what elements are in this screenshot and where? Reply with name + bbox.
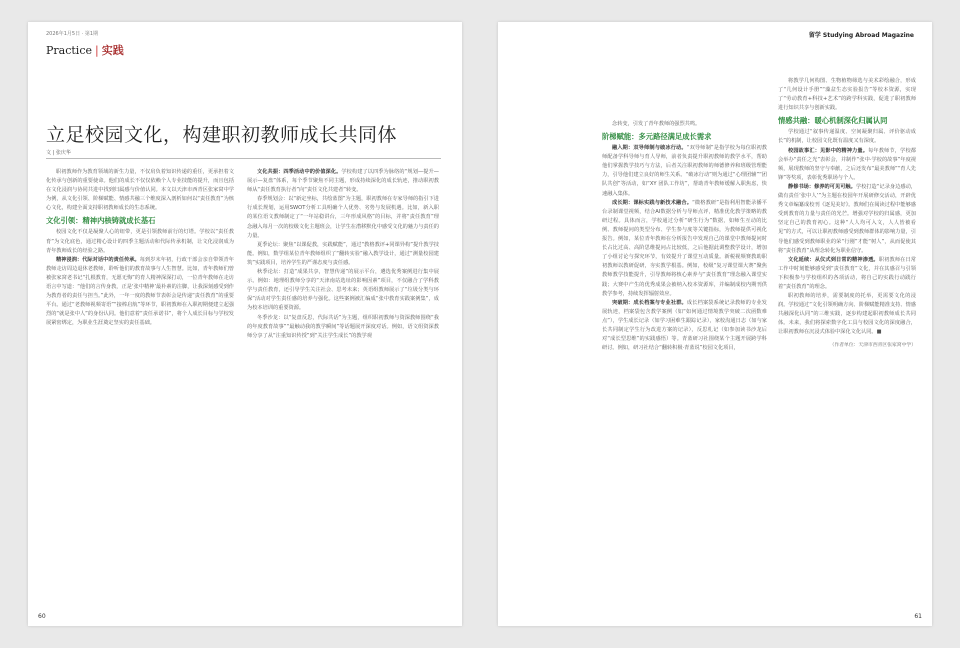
paragraph [778, 183, 916, 256]
paragraph-lead: 精神浸润：代际对话中的责任传承。 [56, 256, 140, 263]
paragraph-text: 学校通过“叙事传递温度、空间凝聚归属、评价驱动成长”的机制，让校园文化既有温度又有深度。 [778, 129, 916, 145]
paragraph-lead: 突破期：成长档案与专业社群。 [612, 299, 687, 306]
paragraph-lead: 校园故事汇：见影中的精神力量。 [788, 147, 869, 154]
paragraph [247, 241, 439, 268]
title-rule [46, 158, 441, 159]
paragraph [46, 256, 234, 329]
paragraph [247, 168, 439, 195]
paragraph [602, 299, 767, 354]
subheading: 情感共融：暖心机制深化归属认同 [778, 116, 888, 126]
paragraph-text: 冬季沙龙：以“复盘反思，代际共话”为主题，组织职初教师与资深教师围绕“我的年度教育故事”“最触动我的教学瞬间”等话题展开深度对话。例如，语文组资深教师分享了从“注重知识传授”到“关注学生成长”的教学观 [247, 314, 439, 339]
paragraph [778, 292, 916, 337]
paragraph-text: 秋季论坛：打造“成果共享，智慧传递”的展示平台，遴选优秀案例进行集中展示。例如：地理组教师分享的“天津南站选址的影响因素”项目，不仅融合了学科教学与责任教育，还引导学生关注社会、思考未来；英语组教师展示了“垃圾分类与环保”活动对学生责任感的培养与强化。这些案例被汇编成“张中教育实践案例集”，成为校本培训的重要资源。 [247, 269, 439, 312]
right-column-1 [602, 120, 767, 604]
paragraph-lead: 融入期：双导师制与破冰行动。 [612, 145, 687, 152]
paragraph [778, 256, 916, 292]
right-page [498, 22, 932, 626]
paragraph-text: 职初教师的培养，需要制度的托举，更需要文化的浸润。学校通过“文化引领明确方向、阶梯赋能精准支持、情感共融深化认同”的三维实践，逐步构建起职初教师成长共同体。未来，我们将探索数字化工具与校园文化的深度融合，让职初教师在沉浸式体验中深化文化认同。■ [778, 293, 916, 336]
paragraph-lead: 文化延续：从仪式到日常的精神渗透。 [788, 256, 879, 263]
paragraph-lead: 成长期：课标实践与新技术融合。 [612, 199, 693, 206]
subheading: 阶梯赋能：多元路径满足成长需求 [602, 132, 712, 142]
page-number-left: 60 [38, 613, 46, 620]
paragraph-text: 每到岁末年初，行政干部会亲自带领青年教师走访周边退休老教师，聆听他们的教育故事与人生智慧。比如，青年教师们曾被张家窝老书记“扎根教育，无愿无悔”的育人精神深深打动，一位青年教师在走访语言中写道：“他们的言传身教，正是‘张中精神’最朴素的注脚，让我深刻感受到作为教育者的责任与担当。”此外，一年一度的教师节表彰会是传递“责任教育”的重要平台。通过“老教师视频寄语”“接棒启航”等环节，职初教师在入职初期便建立起强烈的“就是张中人”的身份认同。他们意着“责任承诺书”，将个人成长目标与学校发展紧密绑定，为职业生涯奠定坚实的责任基础。 [46, 256, 234, 327]
issue-date: 2026年1月5日 · 第1期 [46, 31, 99, 37]
paragraph [778, 147, 916, 183]
magazine-name: 留学 Studying Abroad Magazine [808, 32, 914, 39]
section-cn: 实践 [101, 44, 124, 57]
article-title: 立足校园文化，构建职初教师成长共同体 [46, 124, 398, 146]
paragraph-text: 念转变，引发了青年教师的强烈共鸣。 [612, 121, 701, 127]
page-number-right: 61 [914, 613, 922, 620]
paragraph-text: 将教学几何构图、生物植物筛选与美术彩绘融合，形成了“几何设计手册”“藻盆生态实验报告”等校本资源，实现了“劳动教育+科技+艺术”的跨学科实践，促进了职初教师进行知识共享与创新实践。 [778, 78, 916, 112]
paragraph-text: 职初教师作为教育领域的新生力量，不仅肩负着知识传递的重任，更承担着文化传承与创新的重要使命。他们的成长不仅仅依赖个人专业技能的提升，而且包括在文化浸润与协同共进中找到归属感与价值认同。本文以天津市西青区张家窝中学为例，从文化引领、阶梯赋能、情感共融三个维度深入剖析如何以“责任教育”为核心文化，构建全面支持职初教师成长的生态系统。 [46, 169, 234, 212]
paragraph [247, 195, 439, 240]
paragraph-lead: 静修书场：修养的可见可触。 [788, 183, 856, 190]
paragraph [602, 199, 767, 299]
paragraph [778, 77, 916, 113]
paragraph [247, 314, 439, 341]
paragraph [778, 128, 916, 146]
paragraph [247, 268, 439, 313]
paragraph-text: 夏季论坛：聚焦“以课促教，实践赋能”，通过“教格教评+同课异构”提升教学技能。例如，数学组某位青年教师组织了“翻转实验”融入教学设计，通过“测量校园建筑”实践项目，培养学生的严谨态度与责任感。 [247, 241, 439, 266]
left-page [28, 22, 462, 626]
paragraph [46, 228, 234, 255]
paragraph-text: 职初教师在日常工作中时刻能够感受到“责任教育”文化，并在其感召与引领下积极参与学校组织的各项活动，将自己的实践行动践行着“责任教育”的理念。 [778, 256, 916, 290]
right-column-2 [778, 77, 916, 604]
paragraph-text: 学校构建了以四季为脉络的“规划—提升—展示—复盘”体系，每个季节聚焦不同主题，形成持续深化的成长轨迹，推动职初教师从“责任教育执行者”向“责任文化共建者”转变。 [247, 169, 439, 194]
paragraph-text: “微格教研”是指利用智能录播平台录制课堂视频，结合AI数据分析与导师点评，精准优化教学策略的教研过程。具体而言，学校通过分析“研生行为”数据，如师生互动的比例、教师提问的类型分布、学生参与度等关键指标，为教师提供可视化报告。例如，某位青年教师在分析报告中发现自己的课堂中教师提问时长占比过高、高阶思维提问占比较低，之后他据此调整教学设计，增加了小组讨论与探究环节，有效提升了课堂互动质量。新税视频赛教助职初教师以教研促研，夯实教学根基。例如，校级“复习课堂课大赛”聚焦教师教学技能提升，引导教师将核心素养与“责任教育”理念融入课堂实践；大赛中产生的优秀成果会被纳入校本资源库，并编制成校内期刊供教学参考，持续发挥辐射效应。 [602, 199, 767, 297]
paragraph-text: 学校打造“记录身边感动，做有责任‘张中人’”为主题在校园年开展研修交活动，开辟优秀文章编纂成校刊《逐见美好》。教师们在阅读过程中能够感受到教育的力量与责任的光芒。增强对学校的归属感，更加坚定自己的教育初心。这种“人人均可入文，人人皆被看见”的方式，可以让职初教师感受到教师群体的影响力量，引导他们感受到教师职业的荣“行刚”才能“树人”，从而促使其将“责任教育”从理念转化为职业信守。 [778, 183, 916, 254]
article-author: 文 | 张庆华 [46, 150, 71, 156]
left-column-2 [247, 168, 439, 604]
paragraph [46, 168, 234, 213]
paragraph-text: 校园文化不仅是凝聚人心的纽带，更是引领教师前行的灯塔。学校以“责任教育”为文化底色，通过精心设计的四季主题活动和代际传承机制，让文化浸润成为青年教师成长的经验之路。 [46, 229, 234, 254]
paragraph-text: “双导师制”是指学校为每位职初教师配备学科导师与育人导师，前者负责提升职初教师的教学水平，帮助他们掌握教学技巧与方法，后者关注职初教师的师德修养和班级管理能力，引导他们建立良好的师生关系。“破冰行动”则为通过“心理团辅”“团队共创”等活动，如“XY 团队工作坊”，帮助青年教师缓解入职焦虑，快速融入集体。 [602, 145, 767, 197]
paragraph-lead: 文化共振：四季活动中的价值深化。 [257, 169, 342, 175]
paragraph-text: 每年教师节，学校都会举办“责任之光”表彰会，并制作“张中·学校的故事”年度视频，展现教师的坚守与奉献，之后还发布“最美教师”“育人先锋”等奖项，表彰优秀职场与个人。 [778, 147, 916, 181]
paragraph [602, 120, 767, 129]
paragraph [602, 144, 767, 199]
left-column-1 [46, 168, 234, 604]
section-en: Practice [46, 44, 92, 57]
paragraph-text: 春季规划会：以“新定坐标，共绘蓝图”为主题，职初教师在专家导师的指引下进行成长规划，运用SWOT分析工具明确个人优势、劣势与发展机遇。比如，新入职的某位语文教师制定了“一年站稳讲台，三年形成风格”的目标，并将“责任教育”理念融入每月一次的校级文化主题班会，让学生在潜移默化中感受文化的魅力与责任的力量。 [247, 196, 439, 239]
section-divider: | [95, 44, 99, 57]
section-header [46, 42, 124, 58]
author-affiliation: （作者单位：天津市西青区张家窝中学） [829, 342, 916, 348]
paragraph-text: 成长档案袋系统记录教师的专业发展轨迹，档案袋包含教学案例（如“如何通过情境教学突破二次函数难点”），学生成长记录（如学习困难生跟踪记录），家校沟通日志（如与家长共同制定学生行为改进方案的记录），反思札记（如参加读书沙龙后对“成长型思维”的实践感悟）等。青蓝研习社围绕某个主题开展跨学科研讨。例如，研习社结合“翻转积极·青蓝说”校园文化项目， [602, 299, 767, 352]
subheading: 文化引领：精神内核铸就成长基石 [46, 216, 156, 226]
